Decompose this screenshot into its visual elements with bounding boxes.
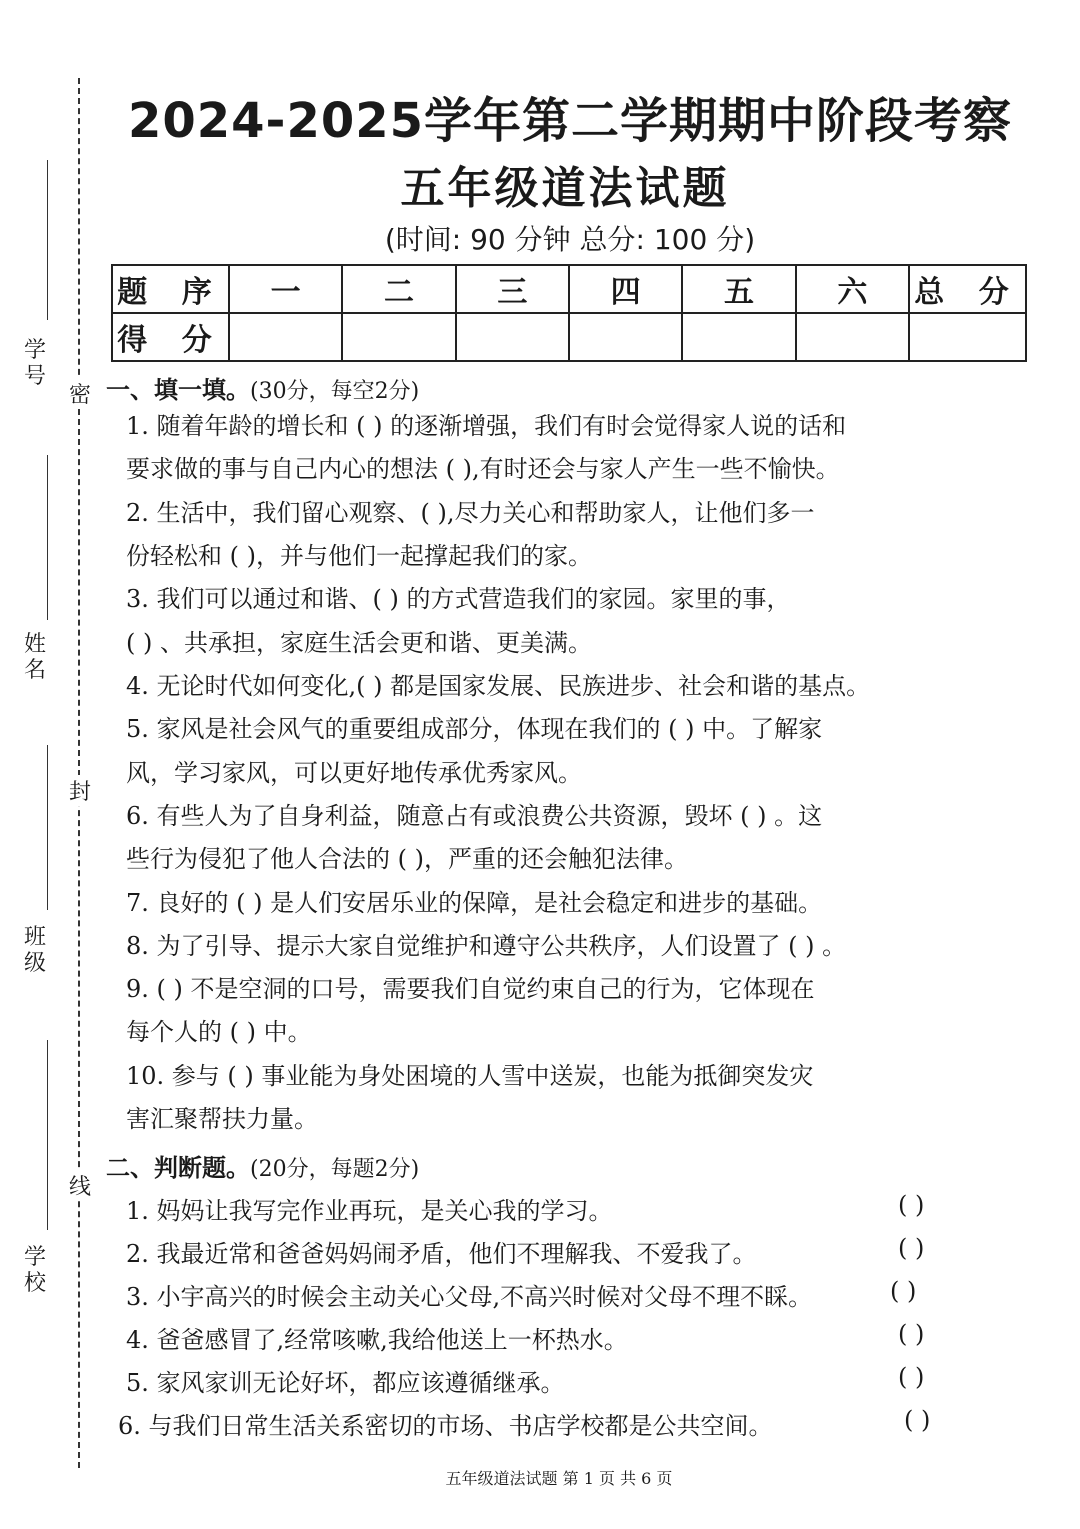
score-table-cell: 三 xyxy=(456,265,569,313)
class-line xyxy=(47,745,48,910)
score-input-cell[interactable] xyxy=(229,313,342,361)
judge-item: 2. 我最近常和爸爸妈妈闹矛盾，他们不理解我、不爱我了。 xyxy=(126,1240,757,1268)
score-table-cell: 五 xyxy=(682,265,795,313)
seal-char-mi: 密 xyxy=(66,378,94,409)
score-table-cell: 二 xyxy=(342,265,455,313)
judge-item: 6. 与我们日常生活关系密切的市场、书店学校都是公共空间。 xyxy=(118,1412,773,1440)
student-id-label: 学号 xyxy=(23,338,46,389)
fill-line: 8. 为了引导、提示大家自觉维护和遵守公共秩序，人们设置了 ( ) 。 xyxy=(126,932,847,960)
answer-paren[interactable]: ( ) xyxy=(890,1277,917,1305)
class-label: 班级 xyxy=(23,925,46,976)
binding-dashed-line xyxy=(78,78,80,1468)
fill-line: 3. 我们可以通过和谐、( ) 的方式营造我们的家园。家里的事， xyxy=(126,585,791,613)
section2-title: 二、判断题。 xyxy=(106,1153,250,1182)
section2-heading xyxy=(106,1148,419,1183)
fill-line: 要求做的事与自己内心的想法 ( ),有时还会与家人产生一些不愉快。 xyxy=(126,455,840,483)
score-input-cell[interactable] xyxy=(909,313,1026,361)
exam-info: (时间: 90 分钟 总分: 100 分) xyxy=(384,223,756,256)
school-label: 学校 xyxy=(23,1245,46,1296)
section1-note: (30分，每空2分) xyxy=(250,379,420,404)
fill-line: 份轻松和 ( )，并与他们一起撑起我们的家。 xyxy=(126,542,592,570)
score-input-cell[interactable] xyxy=(456,313,569,361)
fill-line: 10. 参与 ( ) 事业能为身处困境的人雪中送炭，也能为抵御突发灾 xyxy=(126,1062,814,1090)
section1-heading xyxy=(106,370,419,405)
exam-title: 2024-2025学年第二学期期中阶段考察 xyxy=(127,93,1013,149)
answer-paren[interactable]: ( ) xyxy=(904,1406,931,1434)
score-input-cell[interactable] xyxy=(569,313,682,361)
answer-paren[interactable]: ( ) xyxy=(898,1363,925,1391)
fill-line: 些行为侵犯了他人合法的 ( )，严重的还会触犯法律。 xyxy=(126,845,688,873)
name-line xyxy=(47,455,48,620)
fill-line: 5. 家风是社会风气的重要组成部分，体现在我们的 ( ) 中。了解家 xyxy=(126,715,823,743)
score-table-cell: 题 序 xyxy=(112,265,229,313)
score-input-cell[interactable] xyxy=(342,313,455,361)
score-table-cell: 一 xyxy=(229,265,342,313)
answer-paren[interactable]: ( ) xyxy=(898,1320,925,1348)
score-input-cell[interactable] xyxy=(796,313,909,361)
fill-line: 1. 随着年龄的增长和 ( ) 的逐渐增强，我们有时会觉得家人说的话和 xyxy=(126,412,847,440)
fill-line: 2. 生活中，我们留心观察、( ),尽力关心和帮助家人，让他们多一 xyxy=(126,499,815,527)
fill-line: 9. ( ) 不是空洞的口号，需要我们自觉约束自己的行为，它体现在 xyxy=(126,975,815,1003)
score-table-score-row xyxy=(112,313,1026,361)
section1-title: 一、填一填。 xyxy=(106,375,250,404)
score-table xyxy=(111,264,1027,362)
fill-line: 风，学习家风，可以更好地传承优秀家风。 xyxy=(126,759,582,787)
seal-char-feng: 封 xyxy=(66,775,94,806)
fill-line: 4. 无论时代如何变化,( ) 都是国家发展、民族进步、社会和谐的基点。 xyxy=(126,672,871,700)
fill-line: 6. 有些人为了自身利益，随意占有或浪费公共资源，毁坏 ( ) 。这 xyxy=(126,802,823,830)
school-line xyxy=(47,1040,48,1230)
score-table-cell: 总 分 xyxy=(909,265,1026,313)
score-input-cell[interactable] xyxy=(682,313,795,361)
judge-item: 4. 爸爸感冒了,经常咳嗽,我给他送上一杯热水。 xyxy=(126,1326,628,1354)
score-table-cell: 四 xyxy=(569,265,682,313)
seal-char-xian: 线 xyxy=(66,1170,94,1201)
answer-paren[interactable]: ( ) xyxy=(898,1234,925,1262)
judge-item: 1. 妈妈让我写完作业再玩，是关心我的学习。 xyxy=(126,1197,613,1225)
score-label-cell: 得 分 xyxy=(112,313,229,361)
section2-note: (20分，每题2分) xyxy=(250,1157,420,1182)
score-table-header-row xyxy=(112,265,1026,313)
score-table-cell: 六 xyxy=(796,265,909,313)
answer-paren[interactable]: ( ) xyxy=(898,1191,925,1219)
fill-line: 害汇聚帮扶力量。 xyxy=(126,1105,318,1133)
fill-line: 每个人的 ( ) 中。 xyxy=(126,1018,312,1046)
fill-line: ( ) 、共承担，家庭生活会更和谐、更美满。 xyxy=(126,629,592,657)
page-footer: 五年级道法试题 第 1 页 共 6 页 xyxy=(445,1469,673,1488)
judge-item: 3. 小宇高兴的时候会主动关心父母,不高兴时候对父母不理不睬。 xyxy=(126,1283,813,1311)
fill-line: 7. 良好的 ( ) 是人们安居乐业的保障，是社会稳定和进步的基础。 xyxy=(126,889,823,917)
judge-item: 5. 家风家训无论好坏，都应该遵循继承。 xyxy=(126,1369,565,1397)
name-label: 姓名 xyxy=(23,632,46,683)
exam-subtitle: 五年级道法试题 xyxy=(400,163,730,214)
